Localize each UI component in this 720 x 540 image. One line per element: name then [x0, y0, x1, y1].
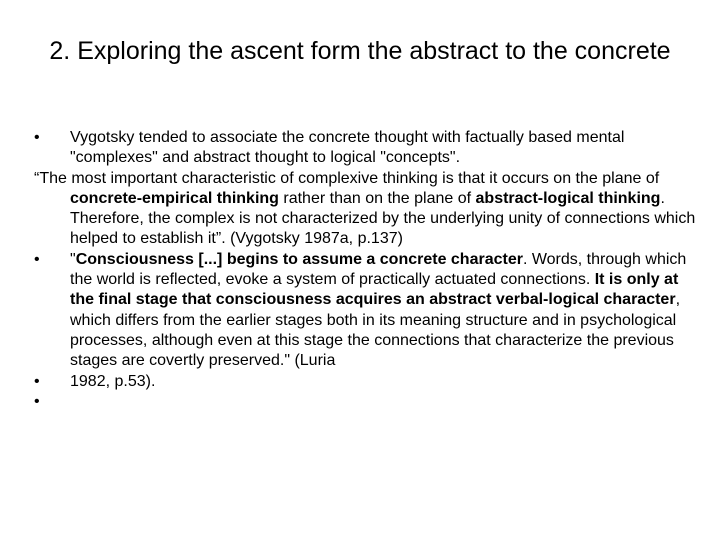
- luria-bold-consciousness: Consciousness [...] begins to assume a concrete character: [75, 250, 523, 268]
- bullet-empty: [34, 392, 706, 412]
- bullet-citation: [34, 372, 706, 392]
- bullet-dot: •: [34, 250, 40, 268]
- luria-text-3: , which differs from the earlier stages both in its meaning structure and in psychological processes, although even at this stage the connections that characterize the previous stages are covertly preserved." (Luria: [70, 291, 681, 370]
- bullet-luria-quote: [34, 250, 706, 372]
- luria-bold-final-stage: It is only at the final stage that consciousness acquires an abstract verbal-logical character: [70, 271, 679, 309]
- slide-title: 2. Exploring the ascent form the abstract to the concrete: [49, 37, 671, 65]
- bullet-dot: •: [34, 392, 40, 410]
- quote-bold-abstract-logical: abstract-logical thinking: [475, 189, 661, 207]
- citation-text: 1982, p.53).: [70, 372, 156, 390]
- bullet-dot: •: [34, 129, 40, 146]
- quote-text-1: “The most important characteristic of complexive thinking is that it occurs on the plane of: [34, 169, 660, 187]
- luria-text-2: . Words, through which the world is reflected, evoke a system of practically actuated connections.: [70, 250, 687, 289]
- quote-text-2: rather than on the plane of: [278, 189, 476, 207]
- bullet-text: Vygotsky tended to associate the concrete thought with factually based mental "complexes" and abstract thought to logical "concepts".: [70, 129, 625, 167]
- bullet-vygotsky-association: [34, 128, 706, 169]
- quote-vygotsky: [34, 169, 706, 250]
- bullet-dot: •: [34, 372, 40, 390]
- quote-text-3: . Therefore, the complex is not characterized by the underlying unity of connections which helped to establish it”. (Vygotsky 1987a, p.137): [70, 189, 696, 248]
- quote-bold-concrete-empirical: concrete-empirical thinking: [70, 189, 279, 207]
- luria-text-1: ": [70, 250, 76, 268]
- slide-body: [34, 128, 706, 412]
